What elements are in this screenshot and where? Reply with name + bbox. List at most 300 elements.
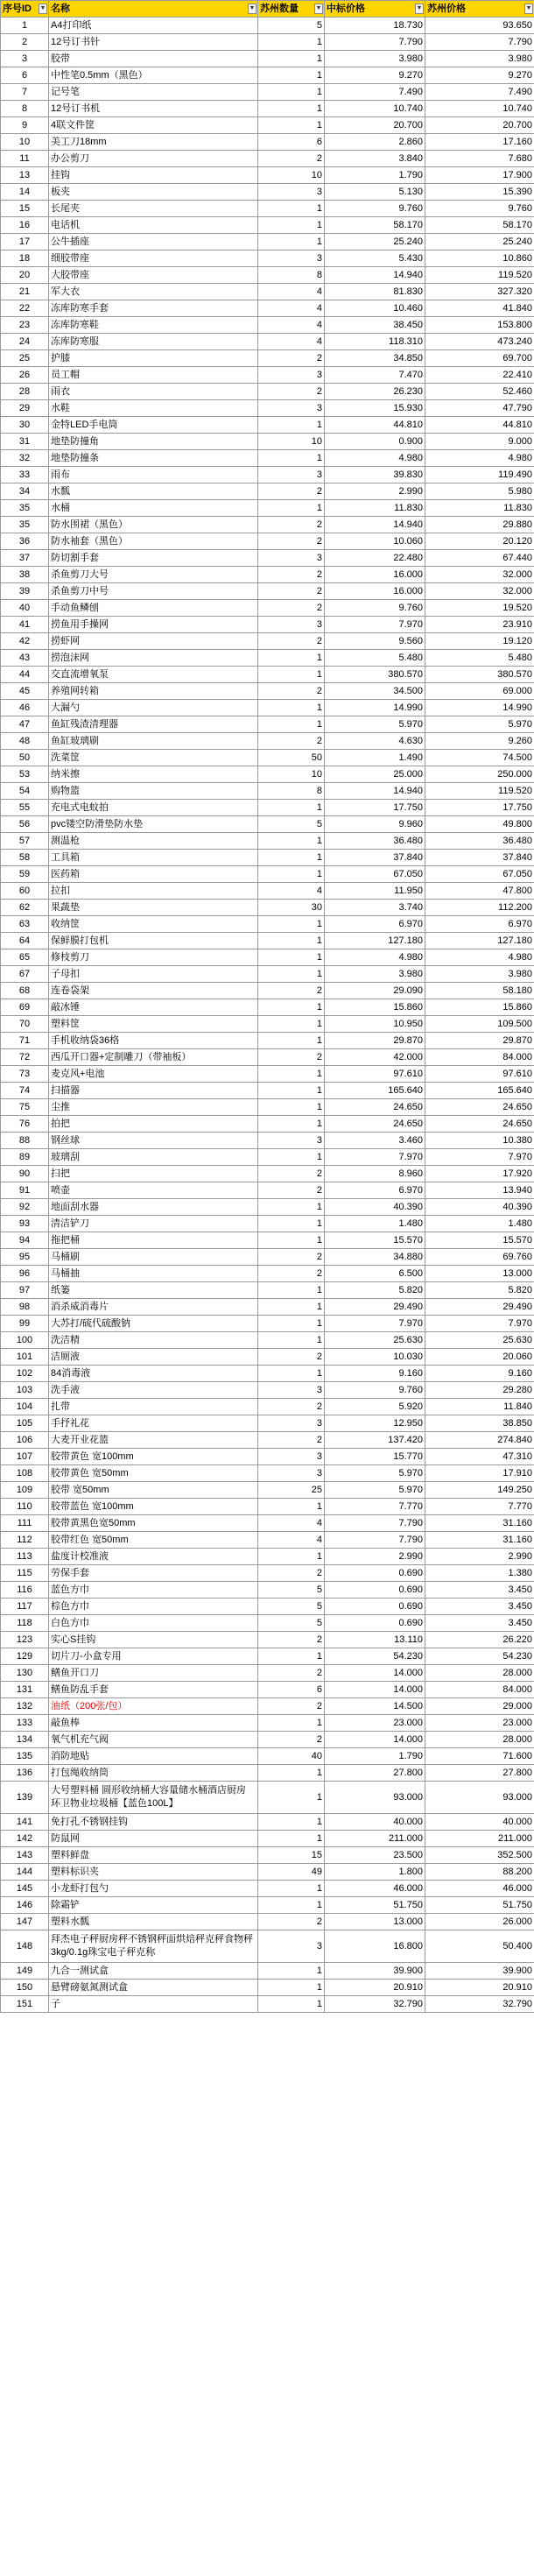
cell-price[interactable]: 6.970	[325, 916, 425, 933]
cell-id[interactable]: 26	[1, 367, 49, 384]
table-row[interactable]	[1, 1465, 534, 1482]
table-row[interactable]	[1, 1914, 534, 1930]
cell-price[interactable]: 1.490	[325, 750, 425, 766]
cell-qty[interactable]: 1	[258, 217, 325, 234]
cell-name[interactable]: 蓝色方巾	[49, 1582, 258, 1599]
cell-name[interactable]: 扎带	[49, 1399, 258, 1415]
cell-id[interactable]: 135	[1, 1748, 49, 1765]
table-row[interactable]	[1, 1765, 534, 1782]
cell-qty[interactable]: 1	[258, 234, 325, 251]
table-row[interactable]	[1, 1748, 534, 1765]
cell-id[interactable]: 38	[1, 567, 49, 583]
cell-id[interactable]: 23	[1, 317, 49, 334]
cell-name[interactable]: 胶带红色 宽50mm	[49, 1532, 258, 1549]
cell-id[interactable]: 101	[1, 1349, 49, 1366]
cell-price[interactable]: 38.450	[325, 317, 425, 334]
table-row[interactable]	[1, 18, 534, 34]
cell-qty[interactable]: 1	[258, 833, 325, 850]
cell-total[interactable]: 47.310	[425, 1449, 534, 1465]
cell-qty[interactable]: 50	[258, 750, 325, 766]
cell-name[interactable]: 防鼠网	[49, 1831, 258, 1847]
cell-name[interactable]: 养殖网转箱	[49, 683, 258, 700]
cell-qty[interactable]: 3	[258, 1930, 325, 1963]
table-row[interactable]	[1, 467, 534, 483]
cell-qty[interactable]: 2	[258, 1914, 325, 1930]
cell-id[interactable]: 69	[1, 999, 49, 1016]
cell-id[interactable]: 62	[1, 900, 49, 916]
cell-price[interactable]: 7.790	[325, 1515, 425, 1532]
table-row[interactable]	[1, 700, 534, 716]
cell-id[interactable]: 144	[1, 1864, 49, 1881]
cell-price[interactable]: 15.570	[325, 1232, 425, 1249]
cell-price[interactable]: 9.160	[325, 1366, 425, 1382]
cell-name[interactable]: 捞泡沫网	[49, 650, 258, 667]
cell-qty[interactable]: 2	[258, 1732, 325, 1748]
cell-name[interactable]: 塑料水瓢	[49, 1914, 258, 1930]
cell-price[interactable]: 1.800	[325, 1864, 425, 1881]
cell-total[interactable]: 7.790	[425, 34, 534, 51]
cell-total[interactable]: 29.490	[425, 1299, 534, 1316]
cell-total[interactable]: 112.200	[425, 900, 534, 916]
cell-price[interactable]: 2.990	[325, 1549, 425, 1565]
cell-id[interactable]: 71	[1, 1033, 49, 1049]
cell-name[interactable]: 收纳筐	[49, 916, 258, 933]
cell-name[interactable]: 防切割手套	[49, 550, 258, 567]
cell-id[interactable]: 142	[1, 1831, 49, 1847]
table-row[interactable]	[1, 67, 534, 84]
cell-name[interactable]: 中性笔0.5mm（黑色）	[49, 67, 258, 84]
cell-total[interactable]: 41.840	[425, 300, 534, 317]
cell-id[interactable]: 107	[1, 1449, 49, 1465]
cell-name[interactable]: 连卷袋架	[49, 983, 258, 999]
table-row[interactable]	[1, 1016, 534, 1033]
cell-total[interactable]: 15.570	[425, 1232, 534, 1249]
table-row[interactable]	[1, 1282, 534, 1299]
cell-name[interactable]: 胶带黄色 宽50mm	[49, 1465, 258, 1482]
cell-price[interactable]: 3.840	[325, 151, 425, 167]
cell-id[interactable]: 146	[1, 1897, 49, 1914]
cell-qty[interactable]: 2	[258, 567, 325, 583]
table-row[interactable]	[1, 284, 534, 300]
cell-total[interactable]: 119.490	[425, 467, 534, 483]
table-row[interactable]	[1, 1249, 534, 1266]
cell-name[interactable]: 购物篮	[49, 783, 258, 800]
cell-qty[interactable]: 1	[258, 1083, 325, 1099]
cell-price[interactable]: 15.930	[325, 400, 425, 417]
cell-qty[interactable]: 4	[258, 300, 325, 317]
table-row[interactable]	[1, 1715, 534, 1732]
cell-price[interactable]: 6.500	[325, 1266, 425, 1282]
cell-total[interactable]: 4.980	[425, 450, 534, 467]
cell-total[interactable]: 380.570	[425, 667, 534, 683]
table-row[interactable]	[1, 866, 534, 883]
cell-name[interactable]: 打包绳收纳筒	[49, 1765, 258, 1782]
cell-total[interactable]: 250.000	[425, 766, 534, 783]
cell-id[interactable]: 108	[1, 1465, 49, 1482]
cell-name[interactable]: 防水围裙（黑色）	[49, 517, 258, 533]
cell-price[interactable]: 7.970	[325, 1149, 425, 1166]
cell-name[interactable]: 鱼缸玻璃刷	[49, 733, 258, 750]
cell-id[interactable]: 73	[1, 1066, 49, 1083]
cell-total[interactable]: 93.000	[425, 1782, 534, 1814]
cell-total[interactable]: 211.000	[425, 1831, 534, 1847]
cell-total[interactable]: 51.750	[425, 1897, 534, 1914]
cell-id[interactable]: 103	[1, 1382, 49, 1399]
table-row[interactable]	[1, 716, 534, 733]
cell-price[interactable]: 24.650	[325, 1116, 425, 1133]
cell-total[interactable]: 1.380	[425, 1565, 534, 1582]
cell-id[interactable]: 46	[1, 700, 49, 716]
cell-id[interactable]: 133	[1, 1715, 49, 1732]
cell-qty[interactable]: 1	[258, 1814, 325, 1831]
cell-name[interactable]: 冻库防寒鞋	[49, 317, 258, 334]
cell-name[interactable]: 雨布	[49, 467, 258, 483]
cell-qty[interactable]: 1	[258, 1715, 325, 1732]
cell-id[interactable]: 132	[1, 1698, 49, 1715]
table-row[interactable]	[1, 1099, 534, 1116]
cell-name[interactable]: 胶带黄黑色宽50mm	[49, 1515, 258, 1532]
table-row[interactable]	[1, 500, 534, 517]
cell-qty[interactable]: 1	[258, 84, 325, 101]
cell-price[interactable]: 20.700	[325, 117, 425, 134]
cell-total[interactable]: 29.870	[425, 1033, 534, 1049]
cell-price[interactable]: 7.790	[325, 1532, 425, 1549]
cell-total[interactable]: 153.800	[425, 317, 534, 334]
cell-id[interactable]: 89	[1, 1149, 49, 1166]
table-row[interactable]	[1, 1382, 534, 1399]
cell-qty[interactable]: 1	[258, 1782, 325, 1814]
table-row[interactable]	[1, 201, 534, 217]
table-row[interactable]	[1, 1549, 534, 1565]
table-row[interactable]	[1, 1432, 534, 1449]
cell-qty[interactable]: 2	[258, 1266, 325, 1282]
cell-id[interactable]: 110	[1, 1499, 49, 1515]
cell-price[interactable]: 17.750	[325, 800, 425, 816]
cell-id[interactable]: 30	[1, 417, 49, 434]
cell-name[interactable]: 冻库防寒手套	[49, 300, 258, 317]
cell-name[interactable]: 金特LED手电筒	[49, 417, 258, 434]
cell-total[interactable]: 24.650	[425, 1116, 534, 1133]
cell-price[interactable]: 5.970	[325, 716, 425, 733]
cell-price[interactable]: 5.970	[325, 1482, 425, 1499]
cell-id[interactable]: 1	[1, 18, 49, 34]
table-row[interactable]	[1, 450, 534, 467]
cell-price[interactable]: 6.970	[325, 1182, 425, 1199]
cell-name[interactable]: 水桶	[49, 500, 258, 517]
cell-name[interactable]: 拖把桶	[49, 1232, 258, 1249]
cell-price[interactable]: 18.730	[325, 18, 425, 34]
cell-id[interactable]: 131	[1, 1682, 49, 1698]
cell-name[interactable]: 交直流增氧泵	[49, 667, 258, 683]
filter-dropdown-icon[interactable]: ▼	[39, 4, 47, 14]
cell-total[interactable]: 47.790	[425, 400, 534, 417]
cell-name[interactable]: 4联文件筐	[49, 117, 258, 134]
cell-qty[interactable]: 3	[258, 617, 325, 633]
cell-name[interactable]: 洗洁精	[49, 1332, 258, 1349]
cell-qty[interactable]: 1	[258, 1099, 325, 1116]
col-header-name[interactable]	[49, 1, 258, 18]
cell-total[interactable]: 17.900	[425, 167, 534, 184]
table-row[interactable]	[1, 1449, 534, 1465]
cell-name[interactable]: 地面刮水器	[49, 1199, 258, 1216]
cell-price[interactable]: 4.630	[325, 733, 425, 750]
cell-name[interactable]: 捞虾网	[49, 633, 258, 650]
cell-price[interactable]: 0.900	[325, 434, 425, 450]
cell-qty[interactable]: 1	[258, 450, 325, 467]
cell-qty[interactable]: 2	[258, 1166, 325, 1182]
cell-qty[interactable]: 1	[258, 1116, 325, 1133]
cell-total[interactable]: 93.650	[425, 18, 534, 34]
cell-price[interactable]: 9.760	[325, 600, 425, 617]
cell-total[interactable]: 127.180	[425, 933, 534, 949]
cell-id[interactable]: 123	[1, 1632, 49, 1648]
cell-id[interactable]: 50	[1, 750, 49, 766]
cell-total[interactable]: 28.000	[425, 1665, 534, 1682]
cell-price[interactable]: 3.740	[325, 900, 425, 916]
cell-price[interactable]: 25.630	[325, 1332, 425, 1349]
cell-total[interactable]: 5.480	[425, 650, 534, 667]
cell-price[interactable]: 14.990	[325, 700, 425, 716]
cell-name[interactable]: 消杀威消毒片	[49, 1299, 258, 1316]
cell-qty[interactable]: 10	[258, 434, 325, 450]
cell-price[interactable]: 8.960	[325, 1166, 425, 1182]
cell-id[interactable]: 91	[1, 1182, 49, 1199]
cell-price[interactable]: 14.940	[325, 267, 425, 284]
table-row[interactable]	[1, 667, 534, 683]
cell-total[interactable]: 13.940	[425, 1182, 534, 1199]
cell-name[interactable]: 测温枪	[49, 833, 258, 850]
cell-id[interactable]: 2	[1, 34, 49, 51]
cell-qty[interactable]: 2	[258, 1349, 325, 1366]
cell-id[interactable]: 151	[1, 1996, 49, 2013]
cell-name[interactable]: 果蔬垫	[49, 900, 258, 916]
cell-name[interactable]: 西瓜开口器+定制雕刀（带袖板）	[49, 1049, 258, 1066]
cell-total[interactable]: 119.520	[425, 783, 534, 800]
cell-total[interactable]: 10.740	[425, 101, 534, 117]
cell-total[interactable]: 49.800	[425, 816, 534, 833]
cell-name[interactable]: 挂钩	[49, 167, 258, 184]
filter-dropdown-icon[interactable]: ▼	[415, 4, 424, 14]
cell-total[interactable]: 3.980	[425, 966, 534, 983]
cell-total[interactable]: 29.000	[425, 1698, 534, 1715]
table-row[interactable]	[1, 1615, 534, 1632]
table-row[interactable]	[1, 1166, 534, 1182]
table-row[interactable]	[1, 517, 534, 533]
cell-id[interactable]: 34	[1, 483, 49, 500]
cell-qty[interactable]: 1	[258, 949, 325, 966]
cell-total[interactable]: 7.770	[425, 1499, 534, 1515]
cell-qty[interactable]: 40	[258, 1748, 325, 1765]
cell-name[interactable]: 大胶带座	[49, 267, 258, 284]
cell-price[interactable]: 14.500	[325, 1698, 425, 1715]
cell-qty[interactable]: 1	[258, 1199, 325, 1216]
cell-qty[interactable]: 1	[258, 1963, 325, 1980]
cell-total[interactable]: 58.180	[425, 983, 534, 999]
cell-qty[interactable]: 1	[258, 1033, 325, 1049]
cell-price[interactable]: 27.800	[325, 1765, 425, 1782]
cell-price[interactable]: 9.560	[325, 633, 425, 650]
cell-id[interactable]: 99	[1, 1316, 49, 1332]
cell-qty[interactable]: 1	[258, 67, 325, 84]
cell-total[interactable]: 24.650	[425, 1099, 534, 1116]
cell-id[interactable]: 130	[1, 1665, 49, 1682]
cell-price[interactable]: 165.640	[325, 1083, 425, 1099]
cell-id[interactable]: 58	[1, 850, 49, 866]
cell-name[interactable]: 水鞋	[49, 400, 258, 417]
cell-price[interactable]: 3.460	[325, 1133, 425, 1149]
cell-qty[interactable]: 1	[258, 101, 325, 117]
cell-price[interactable]: 137.420	[325, 1432, 425, 1449]
cell-total[interactable]: 13.000	[425, 1266, 534, 1282]
cell-name[interactable]: 胶带	[49, 51, 258, 67]
table-row[interactable]	[1, 1963, 534, 1980]
table-row[interactable]	[1, 650, 534, 667]
cell-id[interactable]: 32	[1, 450, 49, 467]
cell-price[interactable]: 5.130	[325, 184, 425, 201]
cell-total[interactable]: 46.000	[425, 1881, 534, 1897]
cell-id[interactable]: 65	[1, 949, 49, 966]
table-row[interactable]	[1, 151, 534, 167]
table-row[interactable]	[1, 816, 534, 833]
cell-id[interactable]: 129	[1, 1648, 49, 1665]
table-row[interactable]	[1, 1599, 534, 1615]
cell-price[interactable]: 29.870	[325, 1033, 425, 1049]
cell-total[interactable]: 36.480	[425, 833, 534, 850]
cell-name[interactable]: 胶带黄色 宽100mm	[49, 1449, 258, 1465]
table-row[interactable]	[1, 1232, 534, 1249]
cell-name[interactable]: 实心S挂钩	[49, 1632, 258, 1648]
cell-qty[interactable]: 1	[258, 1066, 325, 1083]
cell-qty[interactable]: 4	[258, 1515, 325, 1532]
cell-price[interactable]: 37.840	[325, 850, 425, 866]
cell-id[interactable]: 143	[1, 1847, 49, 1864]
table-row[interactable]	[1, 1083, 534, 1099]
cell-name[interactable]: 消防地贴	[49, 1748, 258, 1765]
cell-price[interactable]: 127.180	[325, 933, 425, 949]
cell-id[interactable]: 10	[1, 134, 49, 151]
cell-qty[interactable]: 2	[258, 384, 325, 400]
cell-price[interactable]: 34.880	[325, 1249, 425, 1266]
cell-total[interactable]: 28.000	[425, 1732, 534, 1748]
cell-price[interactable]: 7.790	[325, 34, 425, 51]
cell-qty[interactable]: 5	[258, 1599, 325, 1615]
table-row[interactable]	[1, 1133, 534, 1149]
cell-price[interactable]: 13.000	[325, 1914, 425, 1930]
cell-name[interactable]: 纸篓	[49, 1282, 258, 1299]
cell-name[interactable]: 尘推	[49, 1099, 258, 1116]
cell-qty[interactable]: 2	[258, 1432, 325, 1449]
cell-id[interactable]: 118	[1, 1615, 49, 1632]
cell-qty[interactable]: 6	[258, 1682, 325, 1698]
cell-name[interactable]: 扫描器	[49, 1083, 258, 1099]
cell-id[interactable]: 56	[1, 816, 49, 833]
table-row[interactable]	[1, 1632, 534, 1648]
cell-id[interactable]: 134	[1, 1732, 49, 1748]
cell-id[interactable]: 36	[1, 533, 49, 550]
cell-qty[interactable]: 1	[258, 716, 325, 733]
cell-total[interactable]: 37.840	[425, 850, 534, 866]
cell-price[interactable]: 11.950	[325, 883, 425, 900]
cell-total[interactable]: 22.410	[425, 367, 534, 384]
cell-price[interactable]: 23.000	[325, 1715, 425, 1732]
cell-qty[interactable]: 1	[258, 667, 325, 683]
cell-id[interactable]: 92	[1, 1199, 49, 1216]
cell-id[interactable]: 95	[1, 1249, 49, 1266]
cell-name[interactable]: 悬臂磅氨氮测试盒	[49, 1980, 258, 1996]
table-row[interactable]	[1, 134, 534, 151]
cell-qty[interactable]: 5	[258, 18, 325, 34]
cell-qty[interactable]: 1	[258, 1980, 325, 1996]
cell-id[interactable]: 149	[1, 1963, 49, 1980]
cell-total[interactable]: 9.160	[425, 1366, 534, 1382]
cell-name[interactable]: 盐度计校准液	[49, 1549, 258, 1565]
table-row[interactable]	[1, 400, 534, 417]
table-row[interactable]	[1, 1732, 534, 1748]
cell-price[interactable]: 39.900	[325, 1963, 425, 1980]
table-row[interactable]	[1, 833, 534, 850]
cell-name[interactable]: 手抒礼花	[49, 1415, 258, 1432]
cell-id[interactable]: 44	[1, 667, 49, 683]
cell-id[interactable]: 16	[1, 217, 49, 234]
cell-total[interactable]: 44.810	[425, 417, 534, 434]
cell-name[interactable]: 喷壶	[49, 1182, 258, 1199]
cell-total[interactable]: 26.220	[425, 1632, 534, 1648]
cell-id[interactable]: 24	[1, 334, 49, 350]
cell-total[interactable]: 32.000	[425, 567, 534, 583]
table-row[interactable]	[1, 1582, 534, 1599]
cell-qty[interactable]: 2	[258, 1249, 325, 1266]
cell-id[interactable]: 8	[1, 101, 49, 117]
cell-total[interactable]: 9.260	[425, 733, 534, 750]
cell-id[interactable]: 94	[1, 1232, 49, 1249]
cell-qty[interactable]: 1	[258, 1216, 325, 1232]
cell-qty[interactable]: 1	[258, 1232, 325, 1249]
cell-price[interactable]: 5.480	[325, 650, 425, 667]
cell-price[interactable]: 16.800	[325, 1930, 425, 1963]
table-row[interactable]	[1, 1149, 534, 1166]
table-row[interactable]	[1, 900, 534, 916]
cell-price[interactable]: 10.740	[325, 101, 425, 117]
cell-name[interactable]: 雨衣	[49, 384, 258, 400]
cell-id[interactable]: 93	[1, 1216, 49, 1232]
cell-name[interactable]: 切片刀-小盒专用	[49, 1648, 258, 1665]
cell-price[interactable]: 3.980	[325, 51, 425, 67]
cell-qty[interactable]: 3	[258, 1382, 325, 1399]
cell-qty[interactable]: 3	[258, 1415, 325, 1432]
cell-qty[interactable]: 1	[258, 1996, 325, 2013]
cell-price[interactable]: 44.810	[325, 417, 425, 434]
cell-id[interactable]: 102	[1, 1366, 49, 1382]
cell-id[interactable]: 67	[1, 966, 49, 983]
cell-total[interactable]: 58.170	[425, 217, 534, 234]
cell-price[interactable]: 20.910	[325, 1980, 425, 1996]
table-row[interactable]	[1, 1881, 534, 1897]
cell-price[interactable]: 4.980	[325, 450, 425, 467]
cell-id[interactable]: 54	[1, 783, 49, 800]
table-row[interactable]	[1, 949, 534, 966]
cell-qty[interactable]: 1	[258, 1016, 325, 1033]
cell-total[interactable]: 9.270	[425, 67, 534, 84]
cell-price[interactable]: 7.970	[325, 1316, 425, 1332]
cell-price[interactable]: 2.990	[325, 483, 425, 500]
cell-name[interactable]: 员工帽	[49, 367, 258, 384]
cell-total[interactable]: 11.840	[425, 1399, 534, 1415]
cell-qty[interactable]: 3	[258, 184, 325, 201]
table-row[interactable]	[1, 1299, 534, 1316]
cell-qty[interactable]: 2	[258, 1698, 325, 1715]
cell-total[interactable]: 26.000	[425, 1914, 534, 1930]
cell-qty[interactable]: 4	[258, 334, 325, 350]
